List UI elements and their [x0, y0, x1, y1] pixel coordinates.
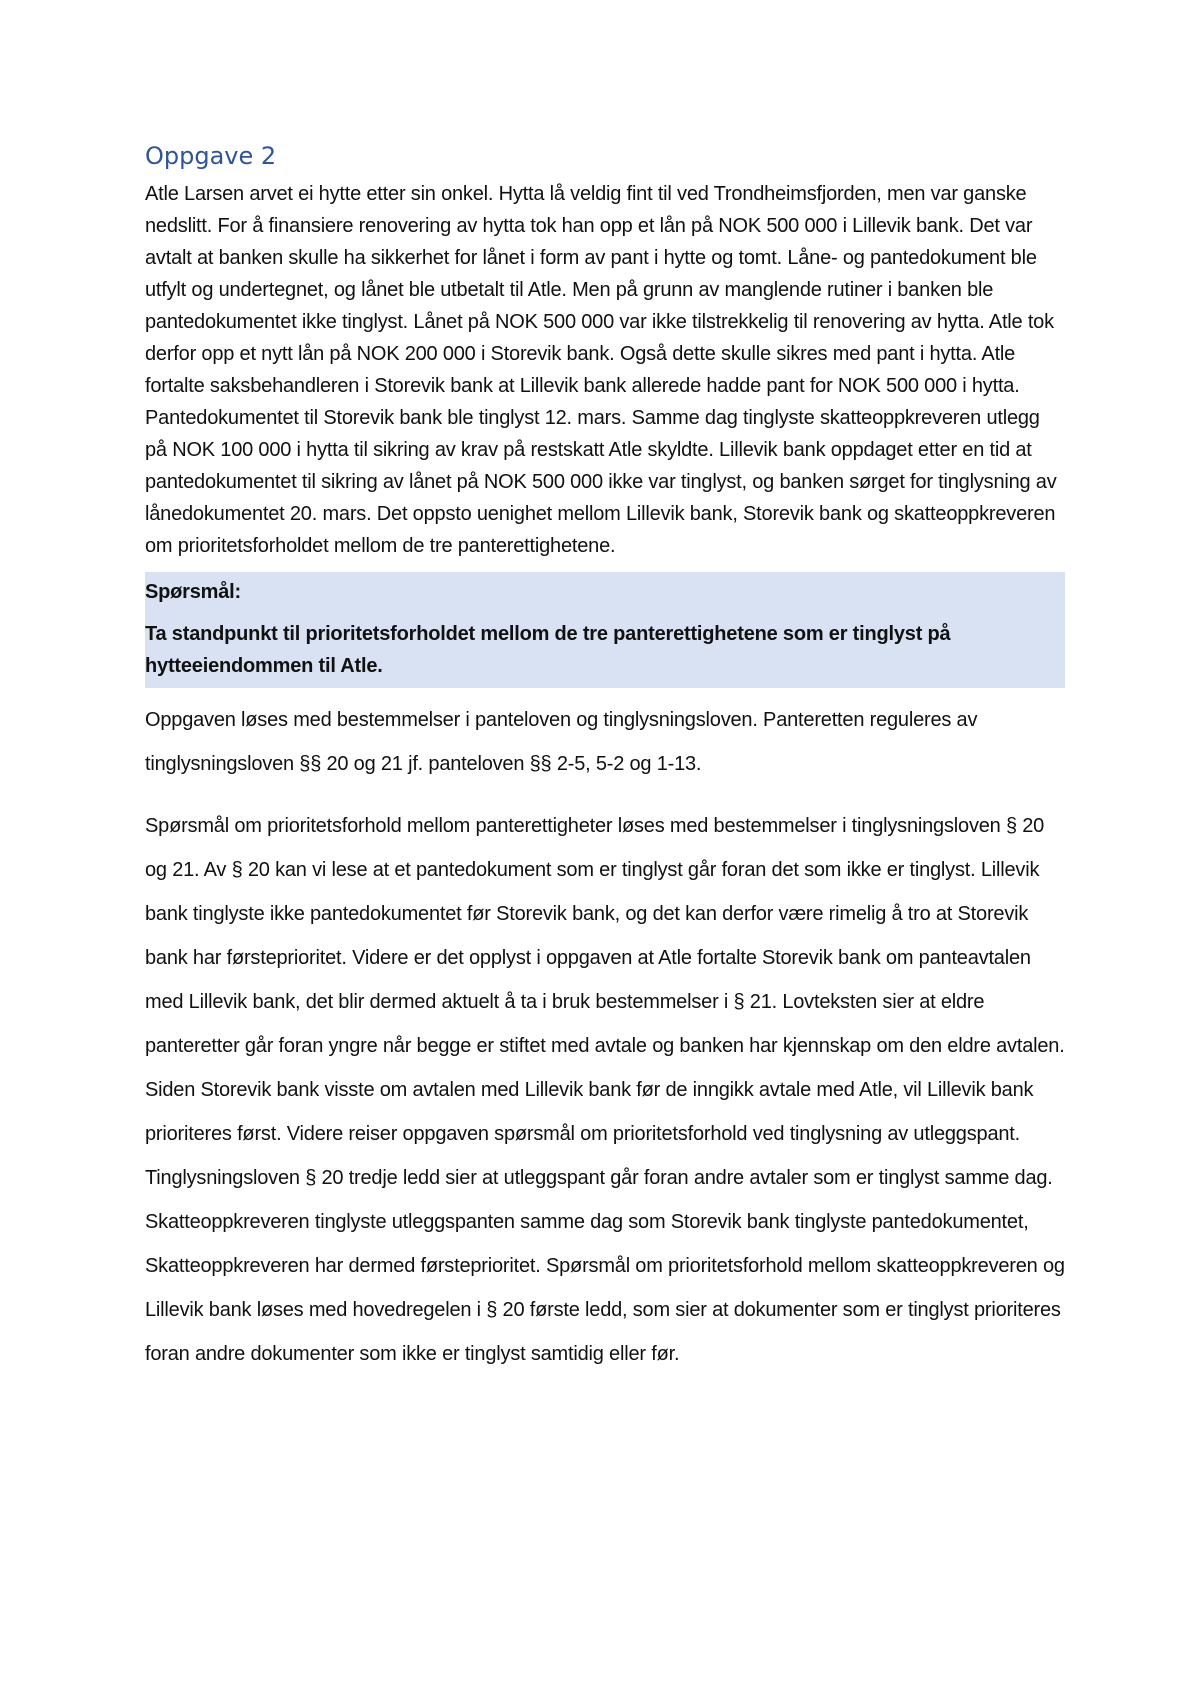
document-page: [145, 140, 1065, 1376]
question-box: [145, 572, 1065, 688]
answer-paragraph-2: Spørsmål om prioritetsforhold mellom panterettigheter løses med bestemmelser i tinglysningsloven § 20 og 21. Av § 20 kan vi lese at et pantedokument som er tinglyst går foran det som ikke er tinglyst. Lillevik bank tinglyste ikke pantedokumentet før Storevik bank, og det kan derfor være rimelig å tro at Storevik bank har førsteprioritet. Videre er det opplyst i oppgaven at Atle fortalte Storevik bank om panteavtalen med Lillevik bank, det blir dermed aktuelt å ta i bruk bestemmelser i § 21. Lovteksten sier at eldre panteretter går foran yngre når begge er stiftet med avtale og banken har kjennskap om den eldre avtalen. Siden Storevik bank visste om avtalen med Lillevik bank før de inngikk avtale med Atle, vil Lillevik bank prioriteres først. Videre reiser oppgaven spørsmål om prioritetsforhold ved tinglysning av utleggspant. Tinglysningsloven § 20 tredje ledd sier at utleggspant går foran andre avtaler som er tinglyst samme dag. Skatteoppkreveren tinglyste utleggspanten samme dag som Storevik bank tinglyste pantedokumentet, Skatteoppkreveren har dermed førsteprioritet. Spørsmål om prioritetsforhold mellom skatteoppkreveren og Lillevik bank løses med hovedregelen i § 20 første ledd, som sier at dokumenter som er tinglyst prioriteres foran andre dokumenter som ikke er tinglyst samtidig eller før.: [145, 815, 1065, 1365]
heading-oppgave: Oppgave 2: [145, 142, 277, 170]
question-text: Ta standpunkt til prioritetsforholdet mellom de tre panterettighetene som er tinglyst på hytteeiendommen til Atle.: [145, 623, 951, 677]
case-description: Atle Larsen arvet ei hytte etter sin onkel. Hytta lå veldig fint til ved Trondheimsfjorden, men var ganske nedslitt. For å finansiere renovering av hytta tok han opp et lån på NOK 500 000 i Lillevik bank. Det var avtalt at banken skulle ha sikkerhet for lånet i form av pant i hytte og tomt. Låne- og pantedokument ble utfylt og undertegnet, og lånet ble utbetalt til Atle. Men på grunn av manglende rutiner i banken ble pantedokumentet ikke tinglyst. Lånet på NOK 500 000 var ikke tilstrekkelig til renovering av hytta. Atle tok derfor opp et nytt lån på NOK 200 000 i Storevik bank. Også dette skulle sikres med pant i hytta. Atle fortalte saksbehandleren i Storevik bank at Lillevik bank allerede hadde pant for NOK 500 000 i hytta. Pantedokumentet til Storevik bank ble tinglyst 12. mars. Samme dag tinglyste skatteoppkreveren utlegg på NOK 100 000 i hytta til sikring av krav på restskatt Atle skyldte. Lillevik bank oppdaget etter en tid at pantedokumentet til sikring av lånet på NOK 500 000 ikke var tinglyst, og banken sørget for tinglysning av lånedokumentet 20. mars. Det oppsto uenighet mellom Lillevik bank, Storevik bank og skatteoppkreveren om prioritetsforholdet mellom de tre panterettighetene.: [145, 183, 1057, 557]
question-label: Spørsmål:: [145, 581, 242, 603]
answer-paragraph-1: Oppgaven løses med bestemmelser i panteloven og tinglysningsloven. Panteretten reguleres av tinglysningsloven §§ 20 og 21 jf. panteloven §§ 2-5, 5-2 og 1-13.: [145, 709, 978, 775]
